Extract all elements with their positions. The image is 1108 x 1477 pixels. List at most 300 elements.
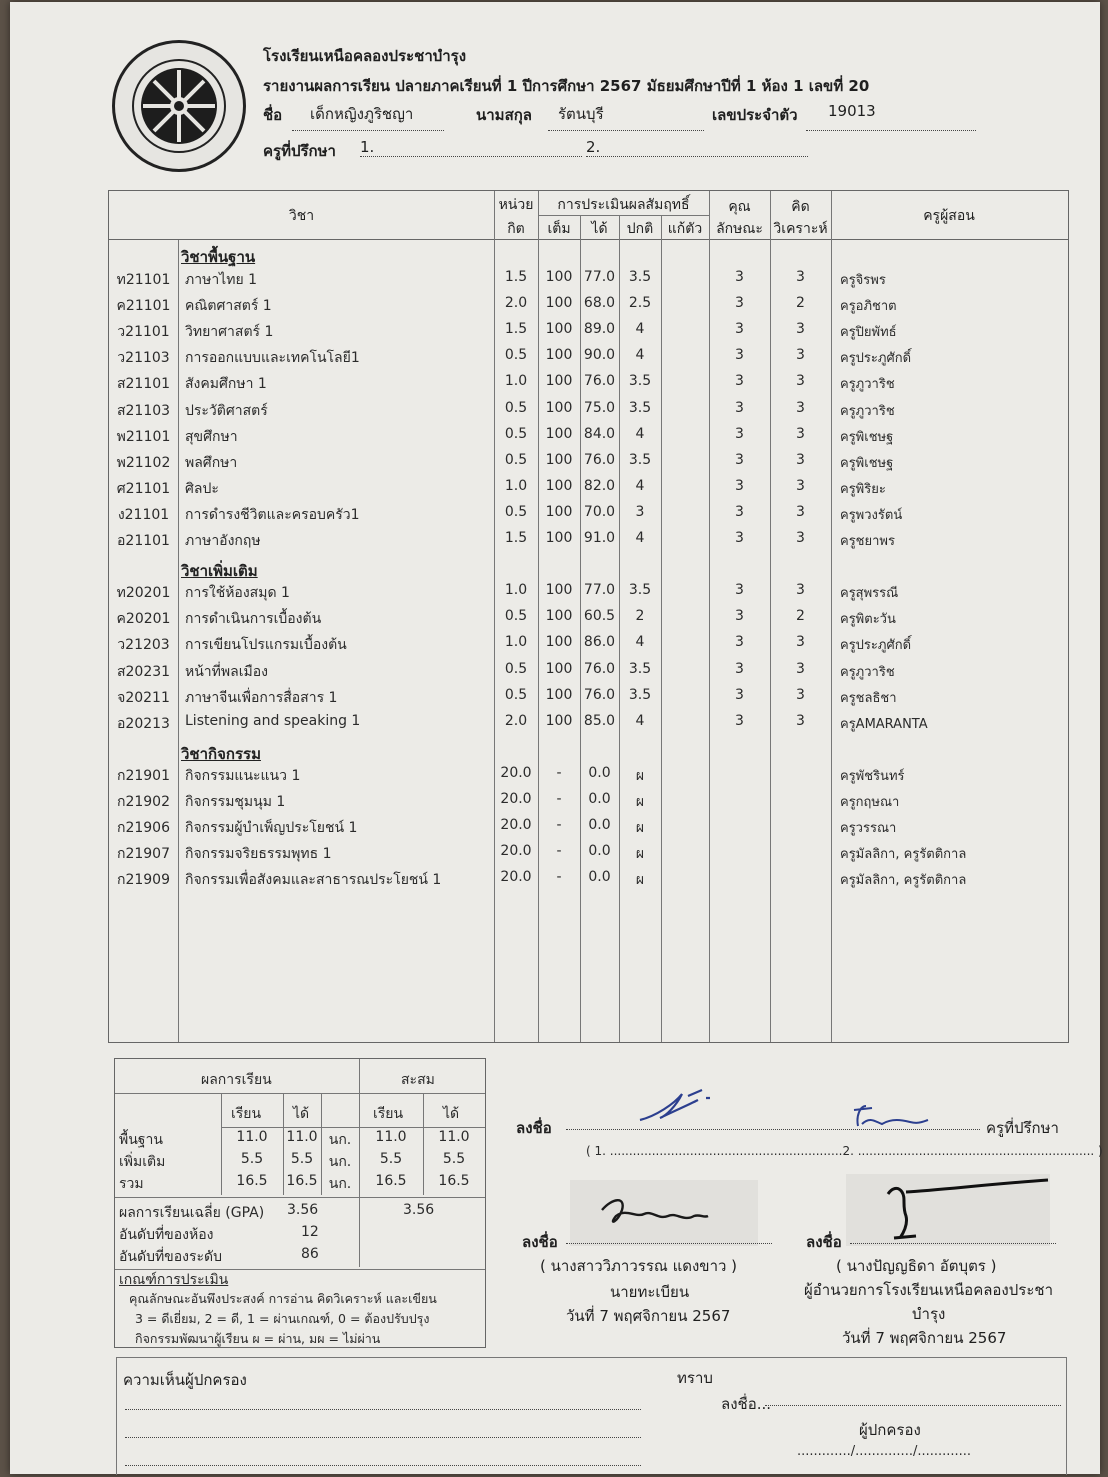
full-score-cell: 100: [545, 608, 573, 625]
acknowledge-label: ทราบ: [677, 1369, 713, 1387]
subject-name: หน้าที่พลเมือง: [185, 663, 268, 680]
grade-cell: 4: [635, 530, 645, 546]
quality-cell: 3: [735, 608, 744, 625]
advisor-paren-line: ( 1. .............................................................2. .............................................................. ): [586, 1144, 1103, 1158]
table-row: [109, 687, 1067, 709]
student-name: เด็กหญิงภูริชญา: [310, 105, 414, 123]
think-header-1: คิด: [791, 199, 810, 215]
quality-cell: 3: [735, 686, 744, 703]
credit-cell: 20.0: [500, 791, 532, 807]
quality-cell: 3: [735, 451, 744, 468]
grade-cell: 3.5: [628, 660, 652, 677]
director-sign-line: [850, 1242, 1056, 1244]
credit-cell: 1.5: [504, 269, 528, 285]
score-cell: 76.0: [583, 373, 616, 390]
subject-name: กิจกรรมจริยธรรมพุทธ 1: [185, 846, 332, 863]
credit-cell: 1.0: [504, 477, 528, 494]
advisor-role: ครูที่ปรึกษา: [986, 1119, 1059, 1137]
director-date: วันที่ 7 พฤศจิกายน 2567: [842, 1329, 1007, 1347]
subject-code: ว21203: [117, 637, 170, 654]
credit-cell: 0.5: [504, 399, 528, 416]
score-cell: 89.0: [583, 321, 616, 338]
quality-cell: 3: [735, 503, 744, 520]
director-role-2: บำรุง: [912, 1305, 946, 1323]
registrar-sign-line: [566, 1242, 772, 1244]
table-row: [109, 608, 1067, 630]
sum-cum-got: 5.5: [442, 1151, 466, 1167]
subject-code: ส20231: [116, 663, 171, 680]
sum-got: 16.5: [286, 1173, 318, 1189]
id-label: เลขประจำตัว: [712, 106, 798, 124]
rank-room-value: 12: [301, 1224, 319, 1240]
credit-cell: 1.0: [504, 582, 528, 599]
subject-code: ว21101: [117, 324, 170, 341]
advisor-1-number: 1.: [360, 138, 375, 156]
quality-cell: 3: [735, 295, 744, 312]
sum-study: 5.5: [240, 1151, 264, 1167]
table-row: [109, 661, 1067, 683]
teacher-cell: ครูจิรพร: [840, 273, 886, 288]
full-score-cell: 100: [545, 582, 573, 599]
credit-cell: 0.5: [504, 686, 528, 703]
score-cell: 76.0: [583, 451, 616, 468]
quality-header-1: คุณ: [728, 199, 751, 215]
score-cell: 0.0: [588, 791, 611, 807]
table-row: [109, 765, 1067, 787]
teacher-cell: ครูปิยพัทธ์: [840, 325, 897, 341]
advisor-field-1: [360, 138, 582, 157]
sum-row-label: เพิ่มเติม: [119, 1154, 166, 1170]
sum-line-2: [221, 1127, 485, 1128]
credit-cell: 0.5: [504, 608, 528, 625]
score-cell: 75.0: [583, 399, 616, 416]
table-row: [109, 791, 1067, 813]
thinking-cell: 3: [796, 321, 805, 338]
surname-label: นามสกุล: [476, 106, 532, 124]
director-name: ( นางปัญญธิดา อัตบุตร ): [836, 1257, 997, 1275]
subject-code: ก21909: [116, 872, 170, 889]
score-cell: 0.0: [588, 869, 611, 886]
score-cell: 77.0: [583, 269, 616, 285]
table-row: [109, 843, 1067, 865]
quality-cell: 3: [735, 582, 744, 599]
grade-cell: 3.5: [628, 582, 652, 599]
full-score-cell: 100: [545, 321, 573, 338]
summary-box: [114, 1058, 486, 1348]
criteria-line-1: คุณลักษณะอันพึงประสงค์ การอ่าน คิดวิเคราะห์ และเขียน: [129, 1291, 437, 1306]
thinking-cell: 3: [796, 634, 805, 651]
score-cell: 70.0: [583, 503, 616, 520]
full-score-cell: -: [556, 843, 562, 860]
credit-cell: 0.5: [504, 660, 528, 677]
table-row: [109, 713, 1067, 735]
thinking-cell: 3: [796, 425, 805, 442]
full-score-cell: 100: [545, 530, 573, 546]
subject-name: ภาษาจีนเพื่อการสื่อสาร 1: [185, 689, 338, 706]
quality-cell: 3: [735, 634, 744, 651]
grade-cell: 3.5: [628, 686, 652, 703]
registrar-name: ( นางสาววิภาวรรณ แดงขาว ): [540, 1257, 738, 1275]
quality-cell: 3: [735, 660, 744, 677]
study-label: เรียน: [231, 1106, 262, 1122]
grade-cell: 4: [635, 425, 645, 442]
subject-name: ศิลปะ: [185, 480, 219, 497]
sum-cum-study: 11.0: [375, 1129, 407, 1145]
sum-study: 16.5: [236, 1173, 268, 1189]
grade-cell: 4: [635, 712, 645, 729]
sum-row-label: พื้นฐาน: [119, 1132, 163, 1148]
thinking-cell: 2: [796, 295, 805, 312]
parent-section: [116, 1357, 1067, 1475]
registrar-signature: [596, 1192, 712, 1234]
subject-code: ส21101: [116, 376, 171, 393]
grade-cell: 2: [635, 608, 645, 625]
full-score-cell: 100: [545, 686, 573, 703]
subject-code: ก21901: [116, 767, 170, 784]
parent-comment-label: ความเห็นผู้ปกครอง: [123, 1371, 247, 1389]
school-name: โรงเรียนเหนือคลองประชาบำรุง: [263, 47, 467, 65]
teacher-cell: ครูชลธิชา: [840, 690, 897, 706]
sum-got: 5.5: [290, 1151, 314, 1167]
cum-got-label: ได้: [443, 1106, 460, 1122]
section-heading: วิชาพื้นฐาน: [181, 248, 256, 266]
teacher-cell: ครูสุพรรณี: [840, 586, 899, 602]
grades-table: [108, 190, 1069, 1043]
registrar-date: วันที่ 7 พฤศจิกายน 2567: [566, 1307, 731, 1325]
teacher-cell: ครูชยาพร: [840, 534, 895, 549]
teacher-cell: ครูพิตะวัน: [840, 612, 896, 628]
quality-cell: 3: [735, 530, 744, 546]
full-score-cell: 100: [545, 477, 573, 494]
grade-cell: 4: [635, 634, 645, 651]
subject-name: พลศึกษา: [185, 454, 238, 471]
full-score-cell: 100: [545, 712, 573, 729]
subject-code: ส21103: [116, 402, 171, 419]
thinking-cell: 3: [796, 451, 805, 468]
teacher-cell: ครูพิเชษฐ: [840, 455, 894, 471]
teacher-cell: ครูพิเชษฐ: [840, 429, 894, 445]
subject-name: วิทยาศาสตร์ 1: [185, 324, 274, 341]
table-row: [109, 869, 1067, 891]
quality-cell: 3: [735, 347, 744, 364]
grade-cell: ผ: [635, 872, 645, 889]
score-cell: 76.0: [583, 660, 616, 677]
grade-cell: 3.5: [628, 269, 652, 285]
score-cell: 85.0: [583, 712, 616, 729]
quality-cell: 3: [735, 373, 744, 390]
advisor-sign-label: ลงชื่อ: [516, 1119, 552, 1137]
parent-date-line: ............./............../.............: [797, 1444, 972, 1459]
score-cell: 60.5: [583, 608, 616, 625]
score-cell: 91.0: [583, 530, 616, 546]
quality-cell: 3: [735, 712, 744, 729]
full-score-cell: 100: [545, 269, 573, 285]
quality-cell: 3: [735, 399, 744, 416]
score-cell: 0.0: [588, 817, 611, 834]
criteria-line-3: กิจกรรมพัฒนาผู้เรียน ผ = ผ่าน, มผ = ไม่ผ่าน: [135, 1331, 381, 1346]
table-row: [109, 347, 1067, 369]
comment-line-3: [125, 1464, 641, 1466]
table-row: [109, 582, 1067, 604]
score-cell: 68.0: [583, 295, 616, 312]
fix-header: แก้ตัว: [667, 221, 703, 237]
credit-cell: 20.0: [500, 764, 532, 781]
grade-cell: ผ: [635, 846, 645, 863]
teacher-cell: ครูกฤษณา: [840, 795, 900, 810]
rank-level-value: 86: [301, 1246, 319, 1262]
subject-code: อ20213: [117, 715, 170, 732]
subject-name: กิจกรรมผู้บำเพ็ญประโยชน์ 1: [185, 820, 358, 837]
subject-code: พ21102: [116, 454, 171, 471]
credit-cell: 1.0: [504, 634, 528, 651]
student-id: 19013: [828, 102, 876, 120]
full-score-cell: -: [556, 764, 562, 781]
subject-name: การใช้ห้องสมุด 1: [185, 585, 290, 602]
grade-cell: 2.5: [628, 295, 652, 312]
subject-name: สุขศึกษา: [185, 428, 238, 445]
grade-cell: 4: [635, 321, 645, 338]
parent-role: ผู้ปกครอง: [859, 1421, 921, 1439]
results-label: ผลการเรียน: [201, 1072, 272, 1088]
subject-code: ค21101: [116, 298, 171, 315]
advisor-signature-1: [636, 1086, 716, 1126]
subject-name: กิจกรรมชุมนุม 1: [185, 794, 286, 810]
subject-code: ท21101: [116, 272, 171, 288]
sum-cum-study: 16.5: [375, 1173, 407, 1189]
quality-cell: 3: [735, 269, 744, 285]
full-score-cell: -: [556, 791, 562, 807]
quality-cell: 3: [735, 321, 744, 338]
table-row: [109, 504, 1067, 526]
thinking-cell: 3: [796, 399, 805, 416]
subject-name: Listening and speaking 1: [185, 712, 361, 729]
teacher-cell: ครูอภิชาต: [840, 299, 897, 315]
got-header: ได้: [591, 221, 608, 237]
credit-header-2: กิต: [507, 221, 525, 237]
thinking-cell: 3: [796, 347, 805, 364]
table-row: [109, 426, 1067, 448]
credit-cell: 20.0: [500, 869, 532, 886]
teacher-header: ครูผู้สอน: [923, 208, 975, 224]
subject-name: การดำเนินการเบื้องต้น: [185, 611, 322, 628]
sum-got: 11.0: [286, 1129, 318, 1145]
table-row: [109, 634, 1067, 656]
score-cell: 76.0: [583, 686, 616, 703]
teacher-cell: ครูมัลลิกา, ครูรัตติกาล: [840, 873, 967, 889]
sum-study: 11.0: [236, 1129, 268, 1145]
subject-name: ภาษาไทย 1: [185, 272, 258, 288]
sum-unit: นก.: [328, 1176, 352, 1192]
thinking-cell: 3: [796, 582, 805, 599]
subject-name: การเขียนโปรแกรมเบื้องต้น: [185, 637, 347, 654]
gpa-label: ผลการเรียนเฉลี่ย (GPA): [119, 1205, 265, 1221]
subject-name: กิจกรรมแนะแนว 1: [185, 767, 301, 784]
full-score-cell: 100: [545, 634, 573, 651]
teacher-cell: ครูพวงรัตน์: [840, 507, 903, 523]
subject-code: พ21101: [116, 428, 171, 445]
thinking-cell: 3: [796, 530, 805, 546]
id-field: [806, 102, 976, 131]
credit-cell: 20.0: [500, 817, 532, 834]
table-row: [109, 269, 1067, 291]
sum-cum-study: 5.5: [379, 1151, 403, 1167]
credit-cell: 20.0: [500, 843, 532, 860]
thinking-cell: 3: [796, 660, 805, 677]
subject-code: จ20211: [117, 689, 170, 706]
sum-line-3: [115, 1197, 485, 1198]
report-title: รายงานผลการเรียน ปลายภาคเรียนที่ 1 ปีการศึกษา 2567 มัธยมศึกษาปีที่ 1 ห้อง 1 เลขที่ 20: [263, 77, 870, 95]
advisor-2-number: 2.: [586, 138, 601, 156]
table-row: [109, 295, 1067, 317]
teacher-cell: ครูภูวาริช: [840, 403, 895, 419]
teacher-cell: ครูมัลลิกา, ครูรัตติกาล: [840, 847, 967, 863]
full-score-cell: 100: [545, 660, 573, 677]
normal-header: ปกติ: [626, 221, 654, 237]
score-cell: 0.0: [588, 764, 611, 781]
teacher-cell: ครูพิริยะ: [840, 481, 886, 497]
score-cell: 90.0: [583, 347, 616, 364]
subject-code: ค20201: [116, 611, 171, 628]
thinking-cell: 3: [796, 503, 805, 520]
subject-name: คณิตศาสตร์ 1: [185, 298, 272, 315]
full-score-cell: 100: [545, 503, 573, 520]
full-score-cell: 100: [545, 425, 573, 442]
advisor-field-2: [586, 138, 808, 157]
thinking-cell: 3: [796, 373, 805, 390]
full-score-cell: 100: [545, 451, 573, 468]
full-score-cell: 100: [545, 399, 573, 416]
teacher-cell: ครูAMARANTA: [840, 716, 928, 732]
subject-name: การดำรงชีวิตและครอบครัว1: [185, 506, 360, 523]
subject-code: อ21101: [117, 533, 170, 549]
section-heading: วิชาเพิ่มเติม: [181, 562, 258, 580]
teacher-cell: ครูภูวาริช: [840, 664, 895, 680]
score-cell: 84.0: [583, 425, 616, 442]
director-sign-label: ลงชื่อ: [806, 1233, 842, 1251]
student-surname: รัตนบุรี: [558, 105, 604, 123]
grade-cell: 3.5: [628, 399, 652, 416]
advisor-signature-2: [852, 1102, 932, 1132]
teacher-cell: ครูวรรณา: [840, 821, 897, 837]
advisor-label: ครูที่ปรึกษา: [263, 142, 336, 160]
full-score-cell: 100: [545, 347, 573, 364]
credit-header-1: หน่วย: [498, 197, 534, 213]
grade-cell: 3: [635, 503, 645, 520]
quality-cell: 3: [735, 425, 744, 442]
parent-sign-label: ลงชื่อ...: [721, 1395, 772, 1413]
subject-code: ว21103: [117, 350, 170, 367]
sum-line-1: [115, 1093, 485, 1094]
table-row: [109, 321, 1067, 343]
subject-header: วิชา: [288, 208, 315, 224]
registrar-sign-label: ลงชื่อ: [522, 1233, 558, 1251]
sum-row-label: รวม: [119, 1176, 144, 1192]
full-score-cell: 100: [545, 373, 573, 390]
thinking-cell: 3: [796, 269, 805, 285]
full-score-cell: 100: [545, 295, 573, 312]
criteria-line-2: 3 = ดีเยี่ยม, 2 = ดี, 1 = ผ่านเกณฑ์, 0 = ต้องปรับปรุง: [135, 1311, 430, 1326]
table-row: [109, 373, 1067, 395]
comment-line-2: [125, 1436, 641, 1438]
table-row: [109, 400, 1067, 422]
grade-cell: ผ: [635, 794, 645, 810]
grade-cell: 4: [635, 477, 645, 494]
parent-sign-line: [765, 1404, 1061, 1406]
director-signature: [880, 1172, 1050, 1244]
rank-room-label: อันดับที่ของห้อง: [119, 1227, 214, 1243]
credit-cell: 1.5: [504, 321, 528, 338]
credit-cell: 0.5: [504, 451, 528, 468]
subject-code: ศ21101: [116, 480, 171, 497]
subject-code: ก21902: [116, 794, 170, 810]
credit-cell: 0.5: [504, 425, 528, 442]
table-row: [109, 530, 1067, 552]
name-label: ชื่อ: [263, 106, 283, 124]
full-header: เต็ม: [547, 221, 571, 237]
credit-cell: 0.5: [504, 503, 528, 520]
teacher-cell: ครูประภูศักดิ์: [840, 351, 912, 367]
credit-cell: 1.5: [504, 530, 528, 546]
grade-cell: 3.5: [628, 451, 652, 468]
thinking-cell: 3: [796, 686, 805, 703]
credit-cell: 1.0: [504, 373, 528, 390]
cum-study-label: เรียน: [373, 1106, 404, 1122]
director-role-1: ผู้อำนวยการโรงเรียนเหนือคลองประชา: [804, 1281, 1053, 1299]
sum-unit: นก.: [328, 1132, 352, 1148]
subject-code: ก21907: [116, 846, 170, 863]
subject-name: การออกแบบและเทคโนโลยี1: [185, 350, 360, 367]
grade-cell: ผ: [635, 820, 645, 837]
credit-cell: 2.0: [504, 712, 528, 729]
cumulative-label: สะสม: [401, 1072, 435, 1088]
full-score-cell: -: [556, 817, 562, 834]
criteria-title: เกณฑ์การประเมิน: [119, 1272, 229, 1288]
score-cell: 77.0: [583, 582, 616, 599]
table-row: [109, 817, 1067, 839]
quality-header-2: ลักษณะ: [716, 221, 763, 237]
sum-cum-got: 11.0: [438, 1129, 470, 1145]
thinking-cell: 2: [796, 608, 805, 625]
subject-name: ประวัติศาสตร์: [185, 402, 268, 419]
subject-code: ง21101: [117, 506, 170, 523]
section-heading: วิชากิจกรรม: [181, 745, 261, 763]
grade-cell: 3.5: [628, 373, 652, 390]
think-header-2: วิเคราะห์: [773, 221, 828, 237]
table-row: [109, 452, 1067, 474]
grade-cell: ผ: [635, 767, 645, 784]
sum-unit: นก.: [328, 1154, 352, 1170]
table-row: [109, 478, 1067, 500]
subject-name: สังคมศึกษา 1: [185, 376, 267, 393]
score-cell: 82.0: [583, 477, 616, 494]
name-field: [292, 102, 444, 131]
subject-code: ท20201: [116, 585, 171, 602]
surname-field: [548, 102, 704, 131]
gpa-value: 3.56: [287, 1202, 319, 1218]
teacher-cell: ครูพัชรินทร์: [840, 768, 905, 784]
quality-cell: 3: [735, 477, 744, 494]
score-cell: 86.0: [583, 634, 616, 651]
credit-cell: 2.0: [504, 295, 528, 312]
sum-cum-got: 16.5: [438, 1173, 470, 1189]
full-score-cell: -: [556, 869, 562, 886]
comment-line-1: [125, 1408, 641, 1410]
school-seal: [112, 40, 246, 172]
subject-name: กิจกรรมเพื่อสังคมและสาธารณประโยชน์ 1: [185, 872, 442, 889]
assessment-header: การประเมินผลสัมฤทธิ์: [557, 197, 690, 213]
teacher-cell: ครูประภูศักดิ์: [840, 638, 912, 654]
grade-cell: 4: [635, 347, 645, 364]
